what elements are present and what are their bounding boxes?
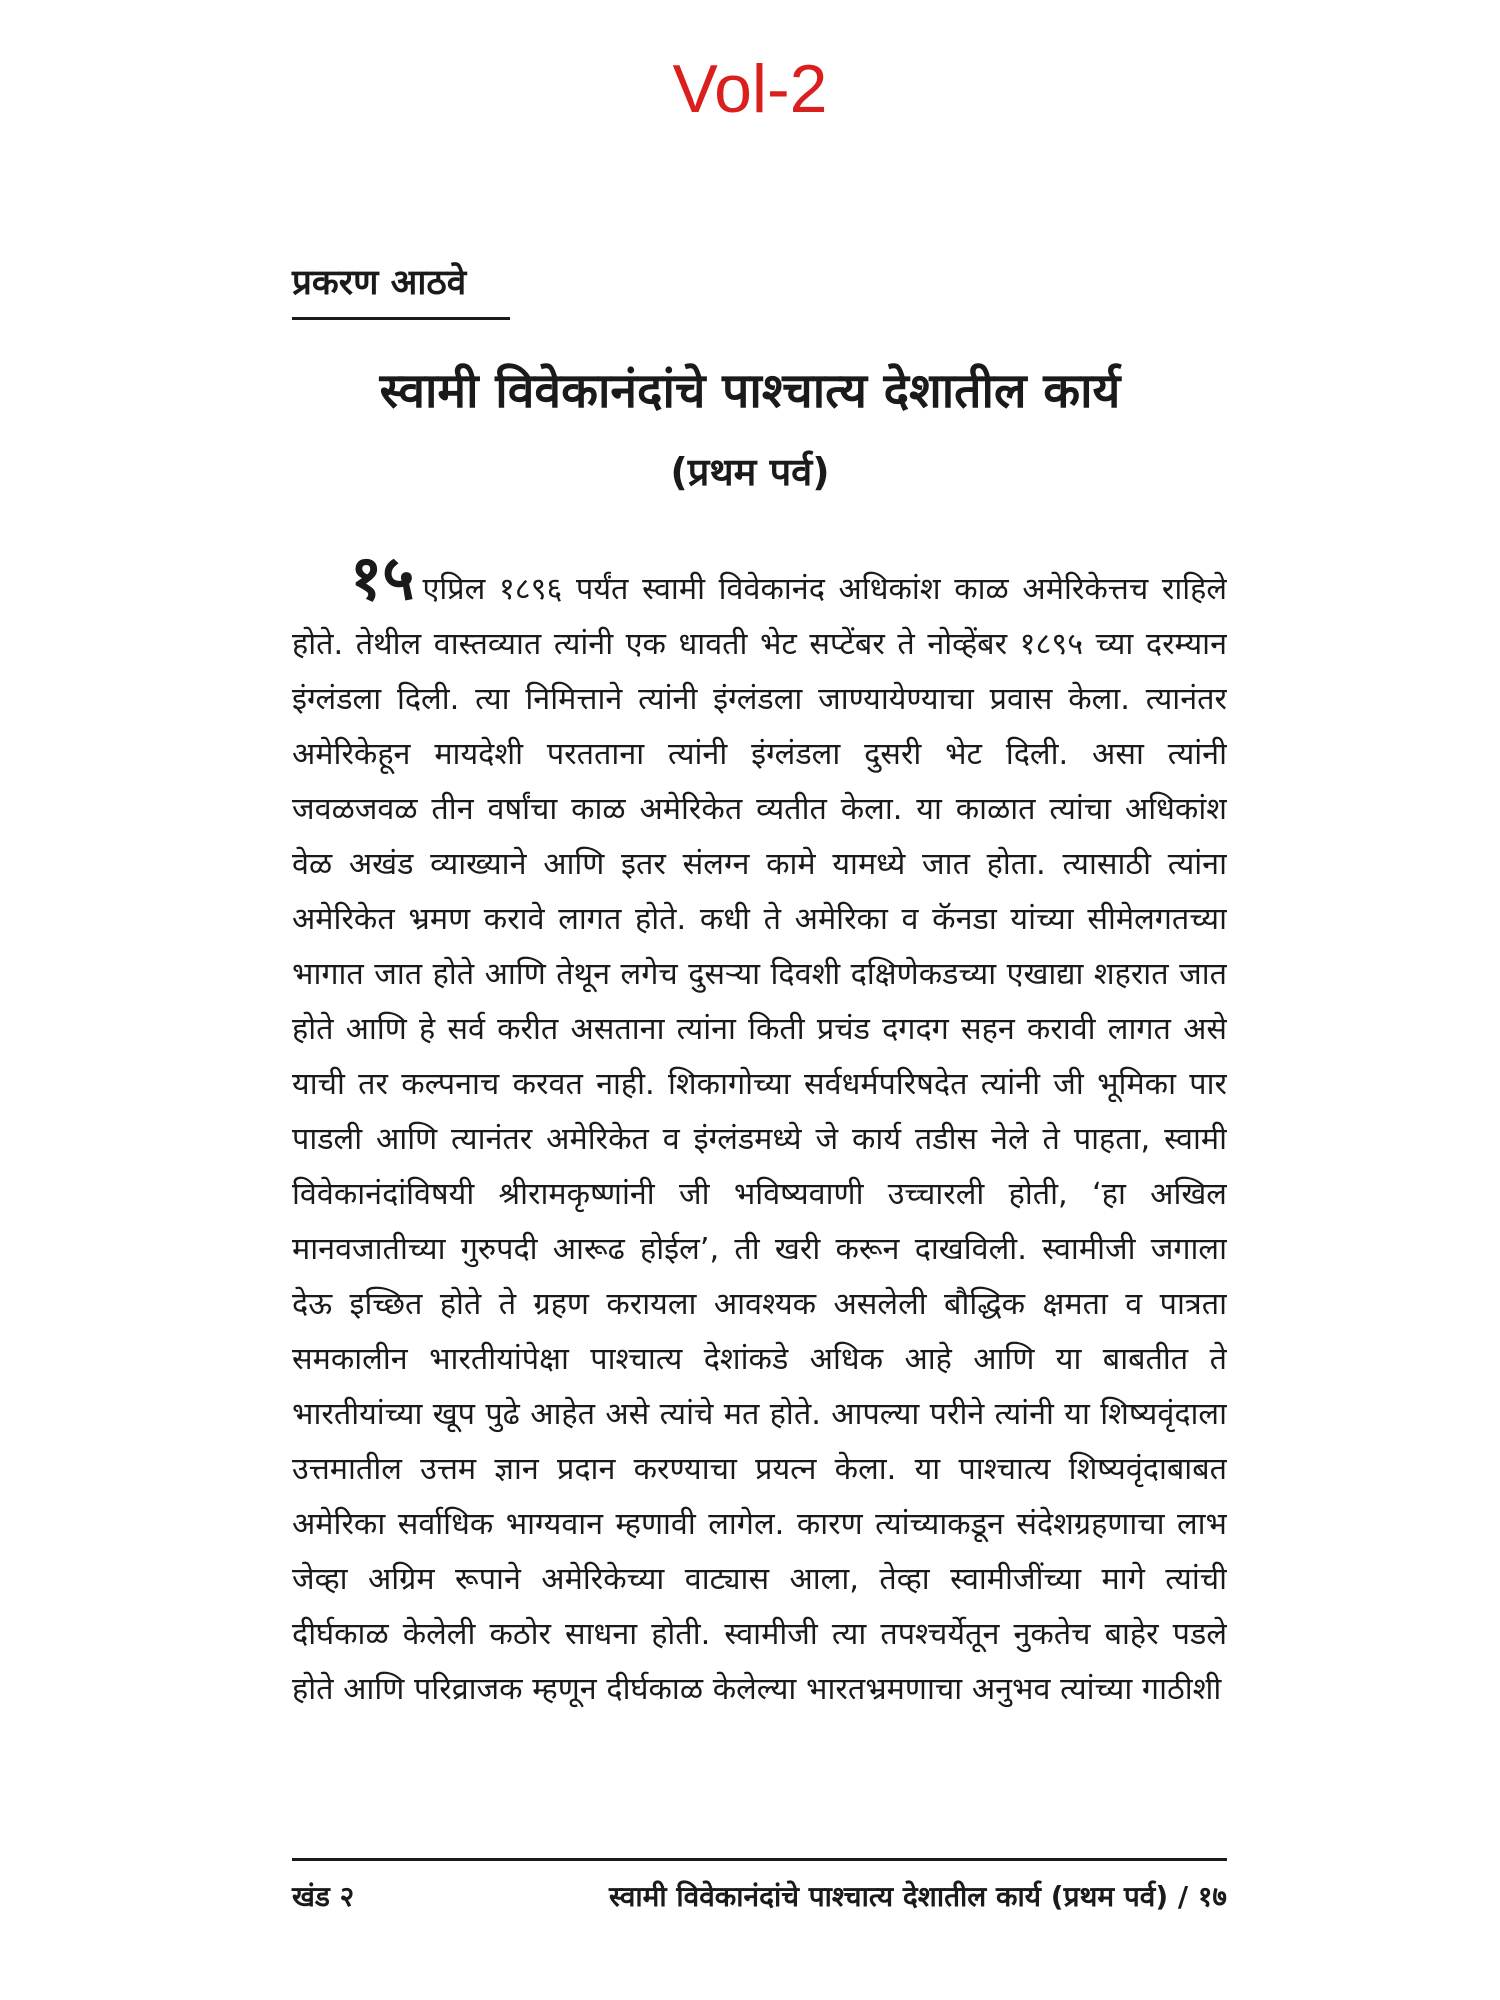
footer-section-label: खंड २ — [292, 1880, 355, 1913]
chapter-label: प्रकरण आठवे — [292, 263, 467, 303]
paragraph-text: एप्रिल १८९६ पर्यंत स्वामी विवेकानंद अधिकांश काळ अमेरिकेत्तच राहिले होते. तेथील वास्तव्यात त्यांनी एक धावती भेट सप्टेंबर ते नोव्हेंबर १८९५ च्या दरम्यान इंग्लंडला दिली. त्या निमित्ताने त्यांनी इंग्लंडला जाण्यायेण्याचा प्रवास केला. त्यानंतर अमेरिकेहून मायदेशी परतताना त्यांनी इंग्लंडला दुसरी भेट दिली. असा त्यांनी जवळजवळ तीन वर्षांचा काळ अमेरिकेत व्यतीत केला. या काळात त्यांचा अधिकांश वेळ अखंड व्याख्याने आणि इतर संलग्न कामे यामध्ये जात होता. त्यासाठी त्यांना अमेरिकेत भ्रमण करावे लागत होते. कधी ते अमेरिका व कॅनडा यांच्या सीमेलगतच्या भागात जात होते आणि तेथून लगेच दुसऱ्या दिवशी दक्षिणेकडच्या एखाद्या शहरात जात होते आणि हे सर्व करीत असताना त्यांना किती प्रचंड दगदग सहन करावी लागत असे याची तर कल्पनाच करवत नाही. शिकागोच्या सर्वधर्मपरिषदेत त्यांनी जी भूमिका पार पाडली आणि त्यानंतर अमेरिकेत व इंग्लंडमध्ये जे कार्य तडीस नेले ते पाहता, स्वामी विवेकानंदांविषयी श्रीरामकृष्णांनी जी भविष्यवाणी उच्चारली होती, ‘हा अखिल मानवजातीच्या गुरुपदी आरूढ होईल’, ती खरी करून दाखविली. स्वामीजी जगाला देऊ इच्छित होते ते ग्रहण करायला आवश्यक असलेली बौद्धिक क्षमता व पात्रता समकालीन भारतीयांपेक्षा पाश्चात्य देशांकडे अधिक आहे आणि या बाबतीत ते भारतीयांच्या खूप पुढे आहेत असे त्यांचे मत होते. आपल्या परीने त्यांनी या शिष्यवृंदाला उत्तमातील उत्तम ज्ञान प्रदान करण्याचा प्रयत्न केला. या पाश्चात्य शिष्यवृंदाबाबत अमेरिका सर्वाधिक भाग्यवान म्हणावी लागेल. कारण त्यांच्याकडून संदेशग्रहणाचा लाभ जेव्हा अग्रिम रूपाने अमेरिकेच्या वाट्यास आला, तेव्हा स्वामीजींच्या मागे त्यांची दीर्घकाळ केलेली कठोर साधना होती. स्वामीजी त्या तपश्चर्येतून नुकतेच बाहेर पडले होते आणि परिव्राजक म्हणून दीर्घकाळ केलेल्या भारतभ्रमणाचा अनुभव त्यांच्या गाठीशी — [292, 572, 1227, 1707]
chapter-subtitle: (प्रथम पर्व) — [670, 450, 830, 494]
footer-running-title: स्वामी विवेकानंदांचे पाश्चात्य देशातील कार्य (प्रथम पर्व) / १७ — [608, 1880, 1227, 1913]
footer-divider — [292, 1858, 1227, 1861]
chapter-title: स्वामी विवेकानंदांचे पाश्चात्य देशातील कार्य — [379, 363, 1121, 419]
chapter-underline — [292, 317, 510, 320]
drop-number: १५ — [350, 558, 415, 614]
volume-label: Vol-2 — [672, 51, 828, 127]
body-paragraph — [292, 558, 1227, 1828]
